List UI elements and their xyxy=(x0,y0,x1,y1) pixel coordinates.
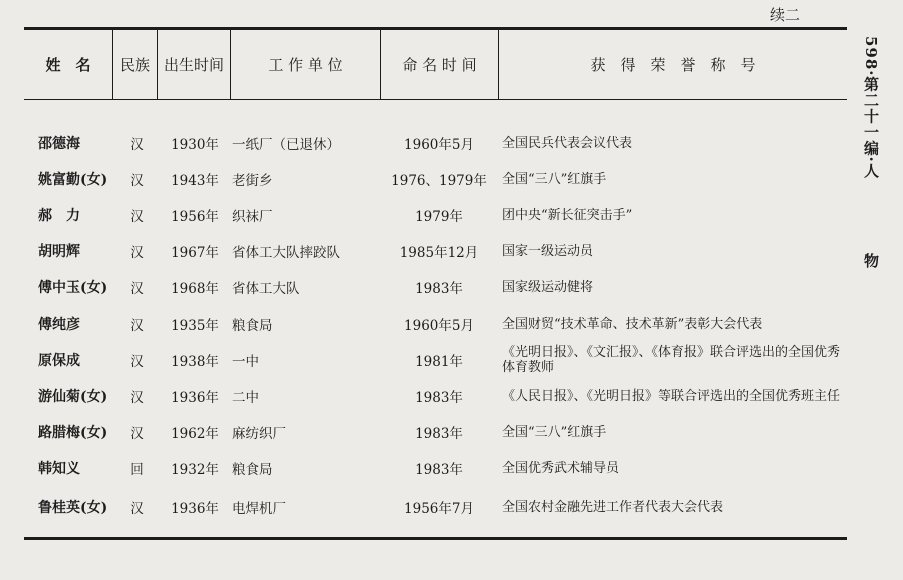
cell-work-unit: 老街乡 xyxy=(232,173,273,189)
cell-named-date: 1956年7月 xyxy=(404,501,474,517)
cell-named-date: 1983年 xyxy=(415,462,463,478)
table-row xyxy=(0,490,903,524)
cell-birth: 1932年 xyxy=(171,462,219,478)
table-row xyxy=(0,198,903,232)
cell-named-date: 1981年 xyxy=(415,354,463,370)
header-honor: 获 得 荣 誉 称 号 xyxy=(590,56,756,74)
cell-ethnicity: 汉 xyxy=(130,209,144,225)
table-row xyxy=(0,234,903,268)
cell-named-date: 1983年 xyxy=(415,281,463,297)
cell-work-unit: 织袜厂 xyxy=(232,209,273,225)
cell-birth: 1935年 xyxy=(171,318,219,334)
cell-name: 路腊梅(女) xyxy=(38,425,108,441)
cell-name: 胡明辉 xyxy=(38,244,80,260)
cell-ethnicity: 汉 xyxy=(130,137,144,153)
cell-named-date: 1960年5月 xyxy=(404,137,474,153)
cell-work-unit: 省体工大队 xyxy=(232,281,300,297)
cell-honor: 《光明日报》、《文汇报》、《体育报》联合评选出的全国优秀体育教师 xyxy=(502,345,841,375)
cell-named-date: 1960年5月 xyxy=(404,318,474,334)
cell-named-date: 1979年 xyxy=(415,209,463,225)
cell-work-unit: 二中 xyxy=(232,390,259,406)
side-caption-text: 598·第二十一编·人 xyxy=(862,36,880,179)
cell-honor: 全国“三八”红旗手 xyxy=(502,424,607,440)
header-named-date: 命 名 时 间 xyxy=(402,56,477,74)
cell-work-unit: 麻纺织厂 xyxy=(232,426,286,442)
table-row xyxy=(0,162,903,196)
header-birth: 出生时间 xyxy=(163,56,224,74)
cell-honor: 全国财贸“技术革命、技术革新”表彰大会代表 xyxy=(502,316,763,332)
cell-birth: 1936年 xyxy=(171,501,219,517)
cell-name: 姚富勤(女) xyxy=(38,172,108,188)
cell-ethnicity: 汉 xyxy=(130,318,144,334)
cell-honor: 团中央“新长征突击手” xyxy=(502,207,633,223)
table-row xyxy=(0,415,903,449)
cell-birth: 1936年 xyxy=(171,390,219,406)
cell-ethnicity: 汉 xyxy=(130,426,144,442)
cell-honor: 《人民日报》、《光明日报》等联合评选出的全国优秀班主任 xyxy=(502,388,841,404)
cell-honor: 全国民兵代表会议代表 xyxy=(502,135,633,151)
header-work-unit: 工 作 单 位 xyxy=(268,56,343,74)
cell-birth: 1968年 xyxy=(171,281,219,297)
side-caption-last: 物 xyxy=(862,252,880,269)
cell-work-unit: 一中 xyxy=(232,354,259,370)
cell-name: 原保成 xyxy=(38,353,80,369)
cell-ethnicity: 汉 xyxy=(130,173,144,189)
cell-birth: 1962年 xyxy=(171,426,219,442)
cell-named-date: 1976、1979年 xyxy=(391,173,487,189)
cell-honor: 国家一级运动员 xyxy=(502,243,594,259)
table-row xyxy=(0,451,903,485)
table-row xyxy=(0,343,903,377)
cell-name: 游仙菊(女) xyxy=(38,389,108,405)
cell-work-unit: 电焊机厂 xyxy=(232,501,286,517)
cell-birth: 1956年 xyxy=(171,209,219,225)
cell-name: 鲁桂英(女) xyxy=(38,500,108,516)
cell-name: 傅中玉(女) xyxy=(38,280,108,296)
cell-honor: 全国农村金融先进工作者代表大会代表 xyxy=(502,499,724,515)
cell-ethnicity: 汉 xyxy=(130,245,144,261)
header-ethnicity: 民族 xyxy=(119,56,150,74)
cell-named-date: 1983年 xyxy=(415,426,463,442)
cell-ethnicity: 汉 xyxy=(130,281,144,297)
cell-birth: 1967年 xyxy=(171,245,219,261)
cell-birth: 1938年 xyxy=(171,354,219,370)
table-bottom-rule xyxy=(24,537,847,540)
cell-birth: 1930年 xyxy=(171,137,219,153)
cell-named-date: 1983年 xyxy=(415,390,463,406)
cell-named-date: 1985年12月 xyxy=(399,245,479,261)
cell-work-unit: 一纸厂（已退休） xyxy=(232,137,340,153)
cell-ethnicity: 回 xyxy=(130,462,144,478)
table-row xyxy=(0,126,903,160)
cell-ethnicity: 汉 xyxy=(130,501,144,517)
cell-work-unit: 粮食局 xyxy=(232,462,273,478)
continuation-label: 续二 xyxy=(770,6,801,24)
cell-birth: 1943年 xyxy=(171,173,219,189)
cell-honor: 全国“三八”红旗手 xyxy=(502,171,607,187)
table-row xyxy=(0,270,903,304)
cell-name: 邵德海 xyxy=(38,136,80,152)
cell-honor: 全国优秀武术辅导员 xyxy=(502,460,620,476)
cell-name: 郝 力 xyxy=(38,208,80,224)
table-header-rule xyxy=(24,99,847,100)
table-row xyxy=(0,307,903,341)
cell-name: 傅纯彦 xyxy=(38,317,80,333)
cell-honor: 国家级运动健将 xyxy=(502,279,594,295)
cell-work-unit: 粮食局 xyxy=(232,318,273,334)
header-name: 姓 名 xyxy=(45,56,91,74)
cell-work-unit: 省体工大队摔跤队 xyxy=(232,245,340,261)
cell-name: 韩知义 xyxy=(38,461,80,477)
cell-ethnicity: 汉 xyxy=(130,354,144,370)
table-row xyxy=(0,379,903,413)
cell-ethnicity: 汉 xyxy=(130,390,144,406)
